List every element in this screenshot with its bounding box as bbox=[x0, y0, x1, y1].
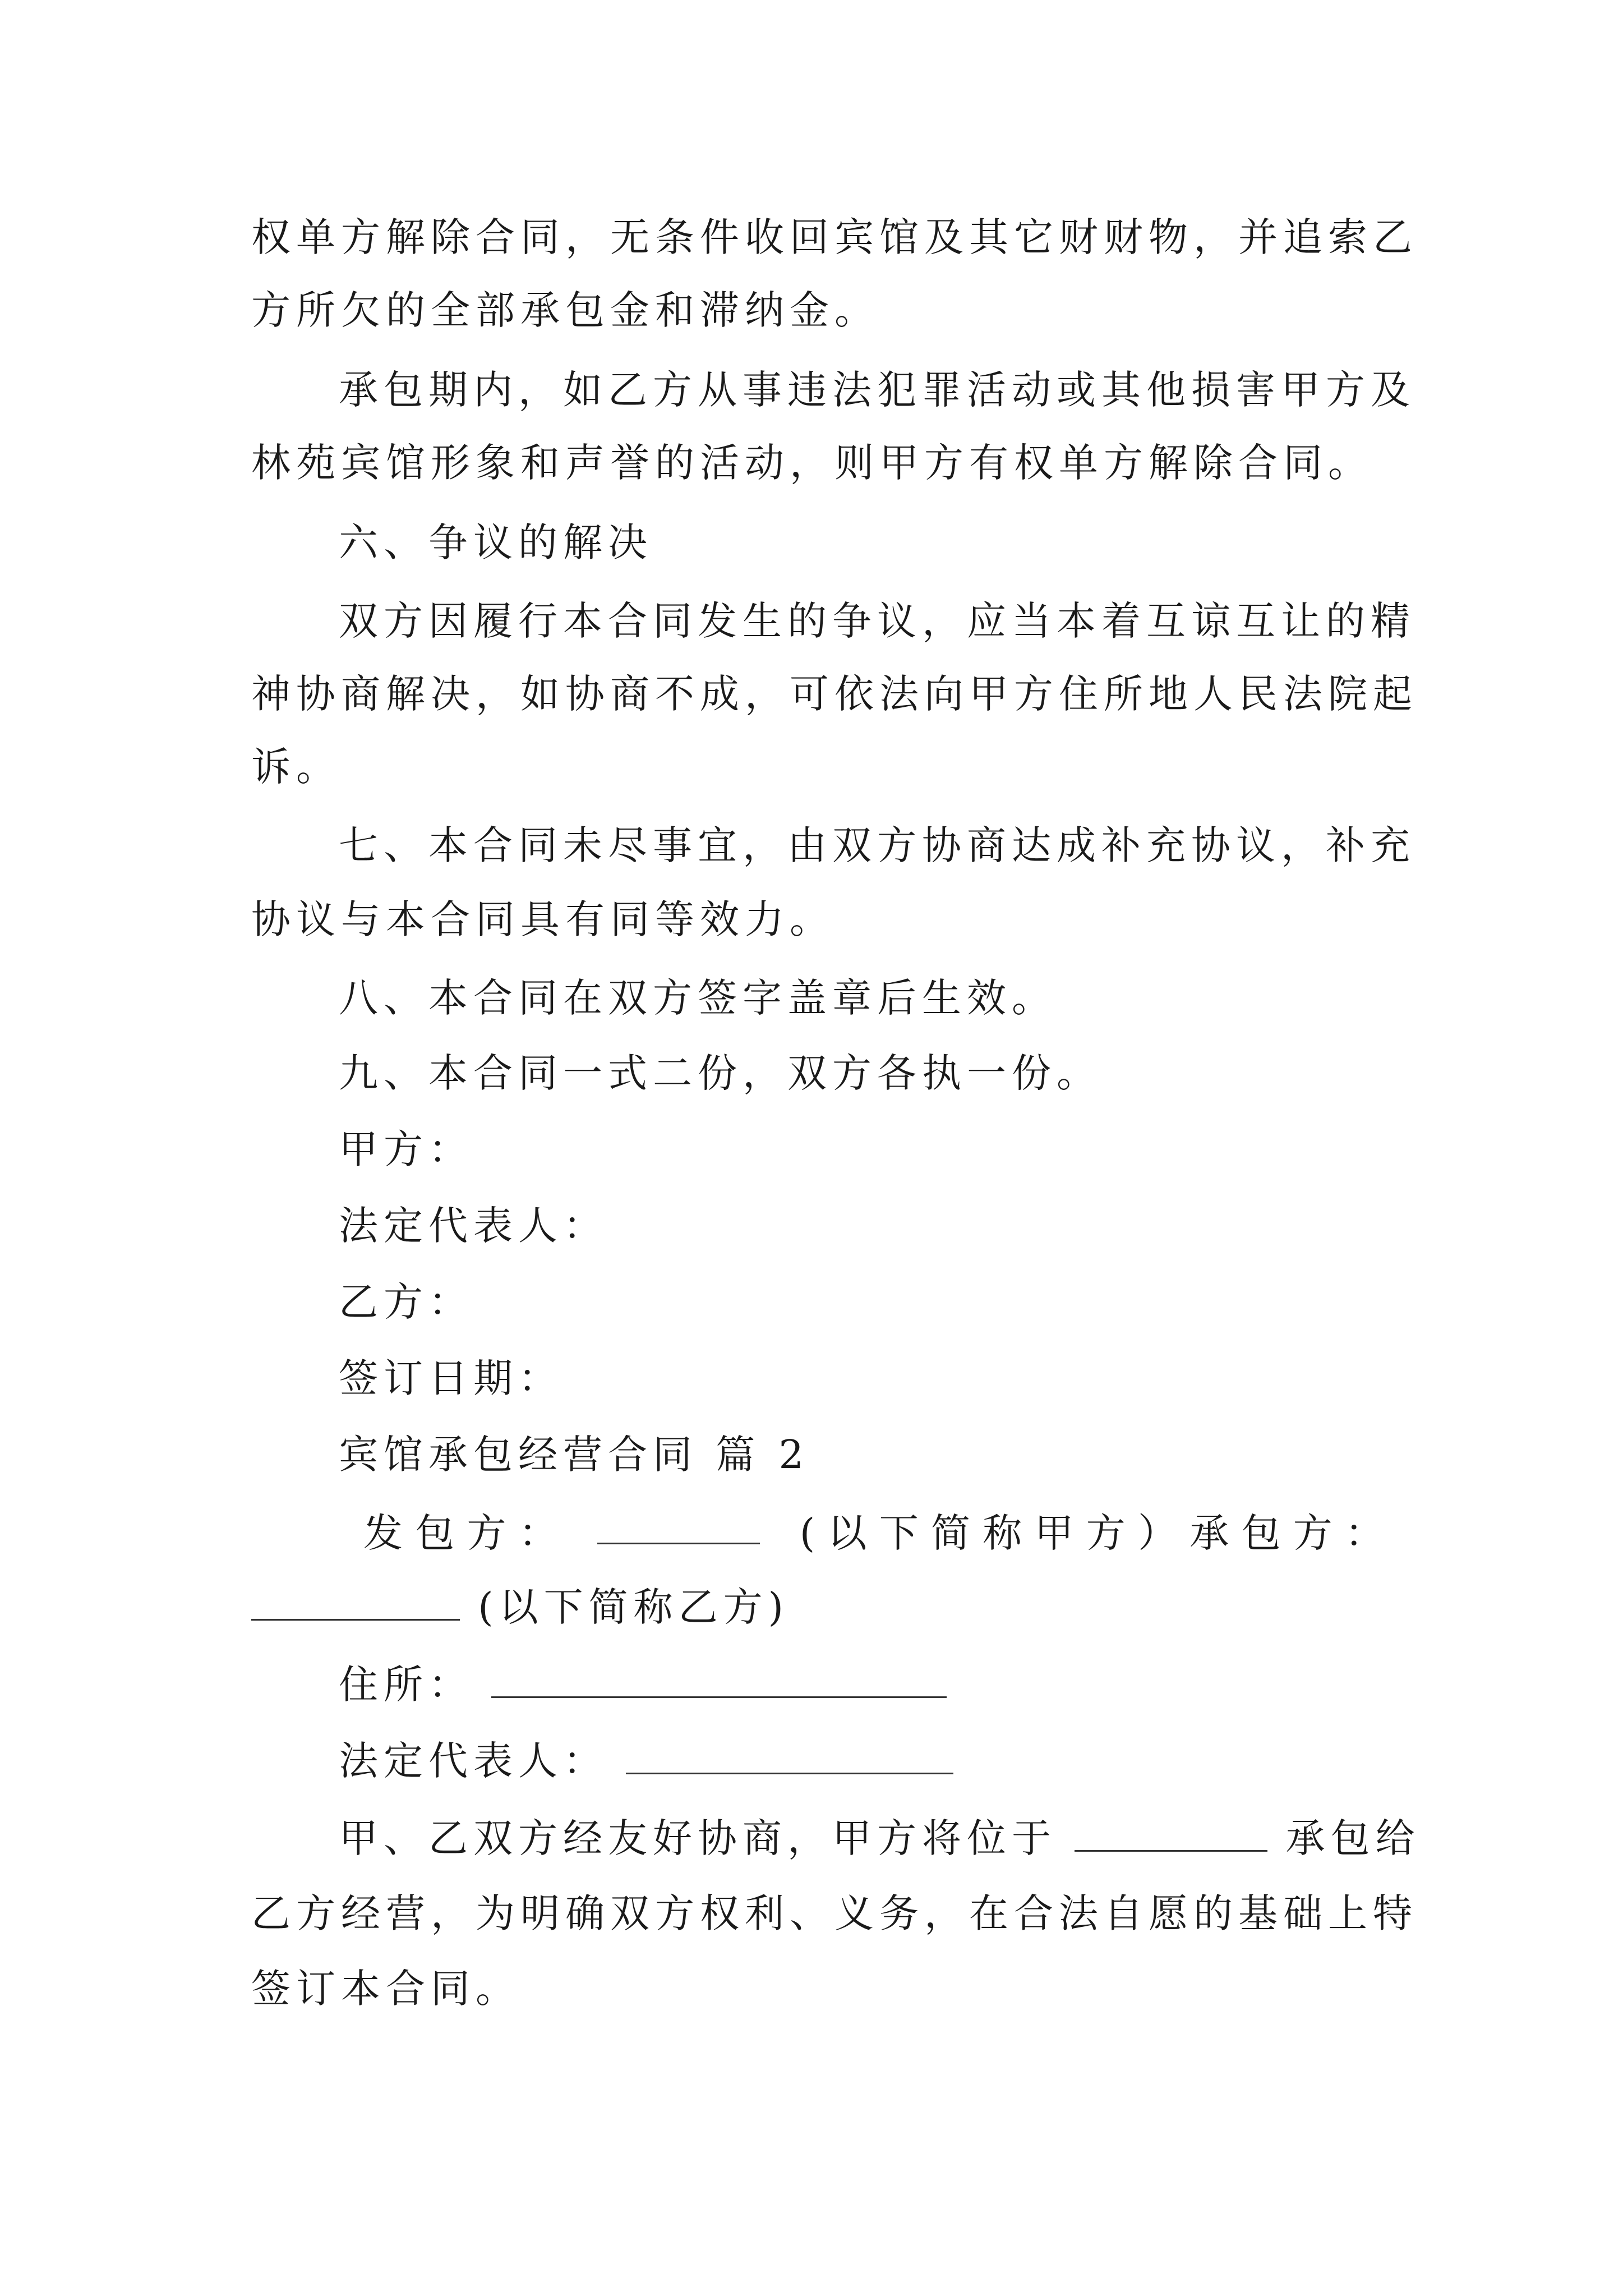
paragraph-line: 七、本合同未尽事宜，由双方协商达成补充协议，补充 bbox=[339, 822, 1415, 868]
paragraph-line: 双方因履行本合同发生的争议，应当本着互谅互让的精 bbox=[339, 598, 1415, 644]
location-blank bbox=[1075, 1815, 1267, 1852]
agreement-text-b: 承包给 bbox=[1285, 1815, 1421, 1861]
blank-field bbox=[597, 1508, 760, 1544]
signature-legal-rep: 法定代表人： bbox=[339, 1203, 608, 1249]
signature-date: 签订日期： bbox=[339, 1355, 563, 1401]
paragraph-line: 协议与本合同具有同等效力。 bbox=[251, 896, 834, 942]
agreement-text-a: 甲、乙双方经友好协商，甲方将位于 bbox=[339, 1815, 1057, 1861]
agreement-line bbox=[339, 1813, 1472, 1864]
contractor-line bbox=[363, 1508, 1384, 1558]
section-heading: 六、争议的解决 bbox=[339, 519, 653, 565]
contractor-label: 发 包 方 ： bbox=[363, 1510, 558, 1556]
signature-party-b: 乙方： bbox=[339, 1279, 473, 1325]
signature-party-a: 甲方： bbox=[339, 1126, 473, 1172]
contract-title: 宾馆承包经营合同 篇 2 bbox=[339, 1432, 810, 1478]
address-label: 住所： bbox=[339, 1662, 473, 1708]
paragraph-line: 九、本合同一式二份，双方各执一份。 bbox=[339, 1050, 1101, 1096]
address-blank bbox=[491, 1662, 947, 1698]
contractor-line-2 bbox=[251, 1582, 1384, 1632]
paragraph-line: 权单方解除合同，无条件收回宾馆及其它财财物，并追索乙 bbox=[251, 214, 1418, 260]
legal-rep-line bbox=[339, 1736, 1472, 1786]
paragraph-line: 诉。 bbox=[251, 744, 341, 790]
paragraph-line: 林苑宾馆形象和声誉的活动，则甲方有权单方解除合同。 bbox=[251, 440, 1373, 486]
paragraph-line: 承包期内，如乙方从事违法犯罪活动或其他损害甲方及 bbox=[339, 367, 1415, 413]
paragraph-line: 方所欠的全部承包金和滞纳金。 bbox=[251, 287, 879, 333]
contractor-suffix: (以下简称乙方) bbox=[478, 1584, 789, 1630]
blank-field bbox=[251, 1584, 460, 1621]
paragraph-line: 乙方经营，为明确双方权利、义务，在合法自愿的基础上特 bbox=[251, 1890, 1418, 1936]
paragraph-line: 八、本合同在双方签字盖章后生效。 bbox=[339, 975, 1057, 1021]
paragraph-line: 签订本合同。 bbox=[251, 1966, 520, 2012]
legal-rep-blank bbox=[626, 1738, 953, 1774]
paragraph-line: 神协商解决，如协商不成，可依法向甲方住所地人民法院起 bbox=[251, 671, 1418, 717]
address-line bbox=[339, 1659, 1472, 1710]
legal-rep-label: 法定代表人： bbox=[339, 1738, 608, 1784]
contractor-middle-text: ( 以 下 简 称 甲 方 ） 承 包 方 ： bbox=[799, 1510, 1384, 1556]
